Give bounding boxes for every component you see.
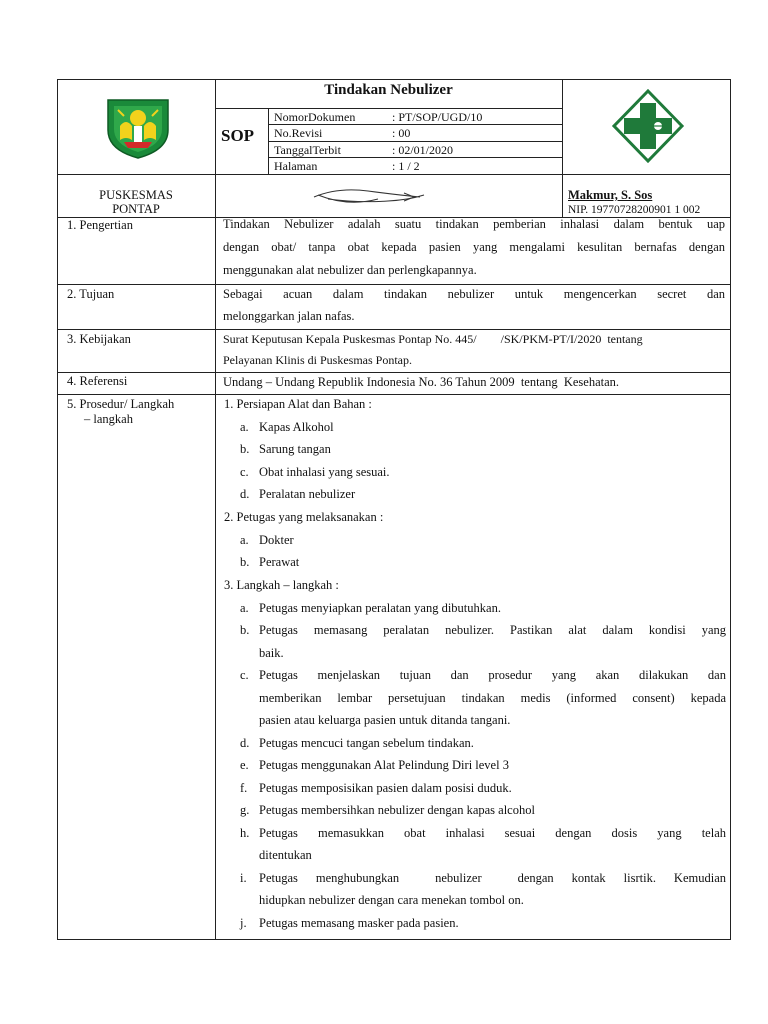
langkah-item-marker: h. bbox=[240, 825, 250, 840]
section-label-prosedur-line1: 5. Prosedur/ Langkah bbox=[67, 397, 175, 411]
persiapan-item bbox=[240, 438, 726, 461]
langkah-item-marker: d. bbox=[240, 735, 250, 750]
prosedur-group2-heading: 2. Petugas yang melaksanakan : bbox=[224, 510, 384, 524]
meta-value-tanggal-terbit: : 02/01/2020 bbox=[392, 143, 454, 157]
grid-vline-2 bbox=[562, 79, 563, 217]
persiapan-item-marker: c. bbox=[240, 464, 249, 479]
persiapan-item bbox=[240, 416, 726, 439]
langkah-item bbox=[240, 754, 726, 777]
section-label-prosedur-line2: – langkah bbox=[84, 412, 133, 426]
persiapan-item-text: Kapas Alkohol bbox=[259, 419, 334, 434]
section-label-referensi: 4. Referensi bbox=[67, 374, 128, 388]
persiapan-item bbox=[240, 483, 726, 506]
langkah-item bbox=[240, 664, 726, 732]
grid-hline-header bbox=[57, 174, 731, 175]
langkah-item bbox=[240, 619, 726, 664]
langkah-item-text: Petugas membersihkan nebulizer dengan kapas alcohol bbox=[259, 803, 535, 817]
langkah-item-marker: c. bbox=[240, 668, 249, 682]
section-label-pengertian: 1. Pengertian bbox=[67, 218, 133, 232]
kebijakan-line-1: Surat Keputusan Kepala Puskesmas Pontap No. 445/ /SK/PKM-PT/I/2020 tentang bbox=[223, 332, 643, 346]
prosedur-group3-heading: 3. Langkah – langkah : bbox=[224, 578, 339, 592]
grid-vline-1 bbox=[215, 79, 216, 940]
org-name-line1: PUSKESMAS bbox=[99, 188, 173, 202]
persiapan-item-text: Obat inhalasi yang sesuai. bbox=[259, 464, 390, 479]
persiapan-item bbox=[240, 461, 726, 484]
meta-label-tanggal-terbit: TanggalTerbit bbox=[274, 143, 341, 157]
meta-value-halaman: : 1 / 2 bbox=[392, 159, 420, 173]
langkah-item-text: ditentukan bbox=[259, 848, 312, 862]
petugas-item bbox=[240, 529, 726, 552]
persiapan-item-text: Sarung tangan bbox=[259, 442, 331, 456]
meta-label-no-revisi: No.Revisi bbox=[274, 126, 323, 140]
org-name-line2: PONTAP bbox=[112, 202, 160, 216]
langkah-item bbox=[240, 777, 726, 800]
pengertian-line-3: menggunakan alat nebulizer dan perlengkapannya. bbox=[223, 263, 477, 277]
petugas-item bbox=[240, 551, 726, 574]
section-label-kebijakan: 3. Kebijakan bbox=[67, 332, 131, 346]
tujuan-line-2: melonggarkan jalan nafas. bbox=[223, 309, 355, 323]
langkah-item-text: Petugas memposisikan pasien dalam posisi duduk. bbox=[259, 780, 512, 795]
handwritten-signature bbox=[308, 181, 428, 211]
meta-value-no-revisi: : 00 bbox=[392, 126, 411, 140]
langkah-item bbox=[240, 867, 726, 912]
langkah-item bbox=[240, 732, 726, 755]
langkah-item-marker: b. bbox=[240, 623, 250, 637]
langkah-item-text: Petugas memasang masker pada pasien. bbox=[259, 915, 459, 930]
pengertian-line-1: Tindakan Nebulizer adalah suatu tindakan pemberian inhalasi dalam bentuk uap bbox=[223, 217, 725, 231]
langkah-item-marker: a. bbox=[240, 600, 249, 615]
langkah-item-text: Petugas memasang peralatan nebulizer. Pastikan alat dalam kondisi yang bbox=[259, 623, 726, 637]
langkah-item bbox=[240, 822, 726, 867]
langkah-item-text: Petugas menyiapkan peralatan yang dibutuhkan. bbox=[259, 600, 501, 615]
langkah-item bbox=[240, 799, 726, 822]
pengertian-line-2: dengan obat/ tanpa obat kepada pasien yang mengalami kesulitan bernafas dengan bbox=[223, 240, 725, 254]
langkah-item-marker: g. bbox=[240, 803, 250, 817]
referensi-text: Undang – Undang Republik Indonesia No. 36 Tahun 2009 tentang Kesehatan. bbox=[223, 375, 620, 389]
petugas-item-marker: b. bbox=[240, 555, 250, 569]
section-label-tujuan: 2. Tujuan bbox=[67, 287, 115, 301]
meta-value-nomor-dokumen: : PT/SOP/UGD/10 bbox=[392, 110, 483, 124]
langkah-item-text: Petugas menjelaskan tujuan dan prosedur yang akan dilakukan dan bbox=[259, 668, 726, 682]
grid-hline-title bbox=[215, 108, 562, 109]
sop-label: SOP bbox=[221, 126, 255, 145]
langkah-item-text: baik. bbox=[259, 645, 284, 660]
petugas-item-text: Dokter bbox=[259, 532, 294, 547]
langkah-item-marker: f. bbox=[240, 780, 248, 795]
langkah-item-marker: i. bbox=[240, 870, 247, 885]
persiapan-item-marker: a. bbox=[240, 419, 249, 434]
persiapan-item-marker: d. bbox=[240, 487, 250, 501]
kebijakan-line-2: Pelayanan Klinis di Puskesmas Pontap. bbox=[223, 353, 412, 367]
signer-nip: NIP. 19770728200901 1 002 bbox=[568, 204, 701, 216]
langkah-item-text: Petugas mencuci tangan sebelum tindakan. bbox=[259, 735, 474, 750]
meta-label-nomor-dokumen: NomorDokumen bbox=[274, 110, 356, 124]
langkah-item-text: hidupkan nebulizer dengan cara menekan tombol on. bbox=[259, 893, 524, 907]
grid-hline-sec5 bbox=[57, 394, 731, 395]
tujuan-line-1: Sebagai acuan dalam tindakan nebulizer untuk mengencerkan secret dan bbox=[223, 287, 725, 301]
langkah-item-text: Petugas memasukkan obat inhalasi sesuai dengan dosis yang telah bbox=[259, 825, 726, 840]
persiapan-item-text: Peralatan nebulizer bbox=[259, 487, 356, 501]
puskesmas-cross-logo bbox=[612, 89, 684, 163]
persiapan-item-marker: b. bbox=[240, 442, 250, 456]
regional-emblem-logo bbox=[104, 96, 172, 160]
meta-label-halaman: Halaman bbox=[274, 159, 318, 173]
prosedur-group1-heading: 1. Persiapan Alat dan Bahan : bbox=[224, 397, 372, 411]
document-title: Tindakan Nebulizer bbox=[324, 82, 453, 98]
langkah-item-marker: j. bbox=[240, 915, 247, 930]
petugas-item-text: Perawat bbox=[259, 555, 300, 569]
langkah-item-text: pasien atau keluarga pasien untuk ditanda tangani. bbox=[259, 713, 511, 727]
signer-name: Makmur, S. Sos bbox=[568, 188, 653, 202]
langkah-item-marker: e. bbox=[240, 758, 249, 772]
langkah-item bbox=[240, 912, 726, 935]
grid-hline-meta2 bbox=[268, 141, 562, 142]
petugas-item-marker: a. bbox=[240, 532, 249, 547]
langkah-item-text: Petugas menggunakan Alat Pelindung Diri level 3 bbox=[259, 758, 509, 772]
langkah-item bbox=[240, 597, 726, 620]
langkah-item-text: Petugas menghubungkan nebulizer dengan kontak lisrtik. Kemudian bbox=[259, 870, 726, 885]
langkah-item-text: memberikan lembar persetujuan tindakan medis (informed consent) kepada bbox=[259, 690, 726, 705]
